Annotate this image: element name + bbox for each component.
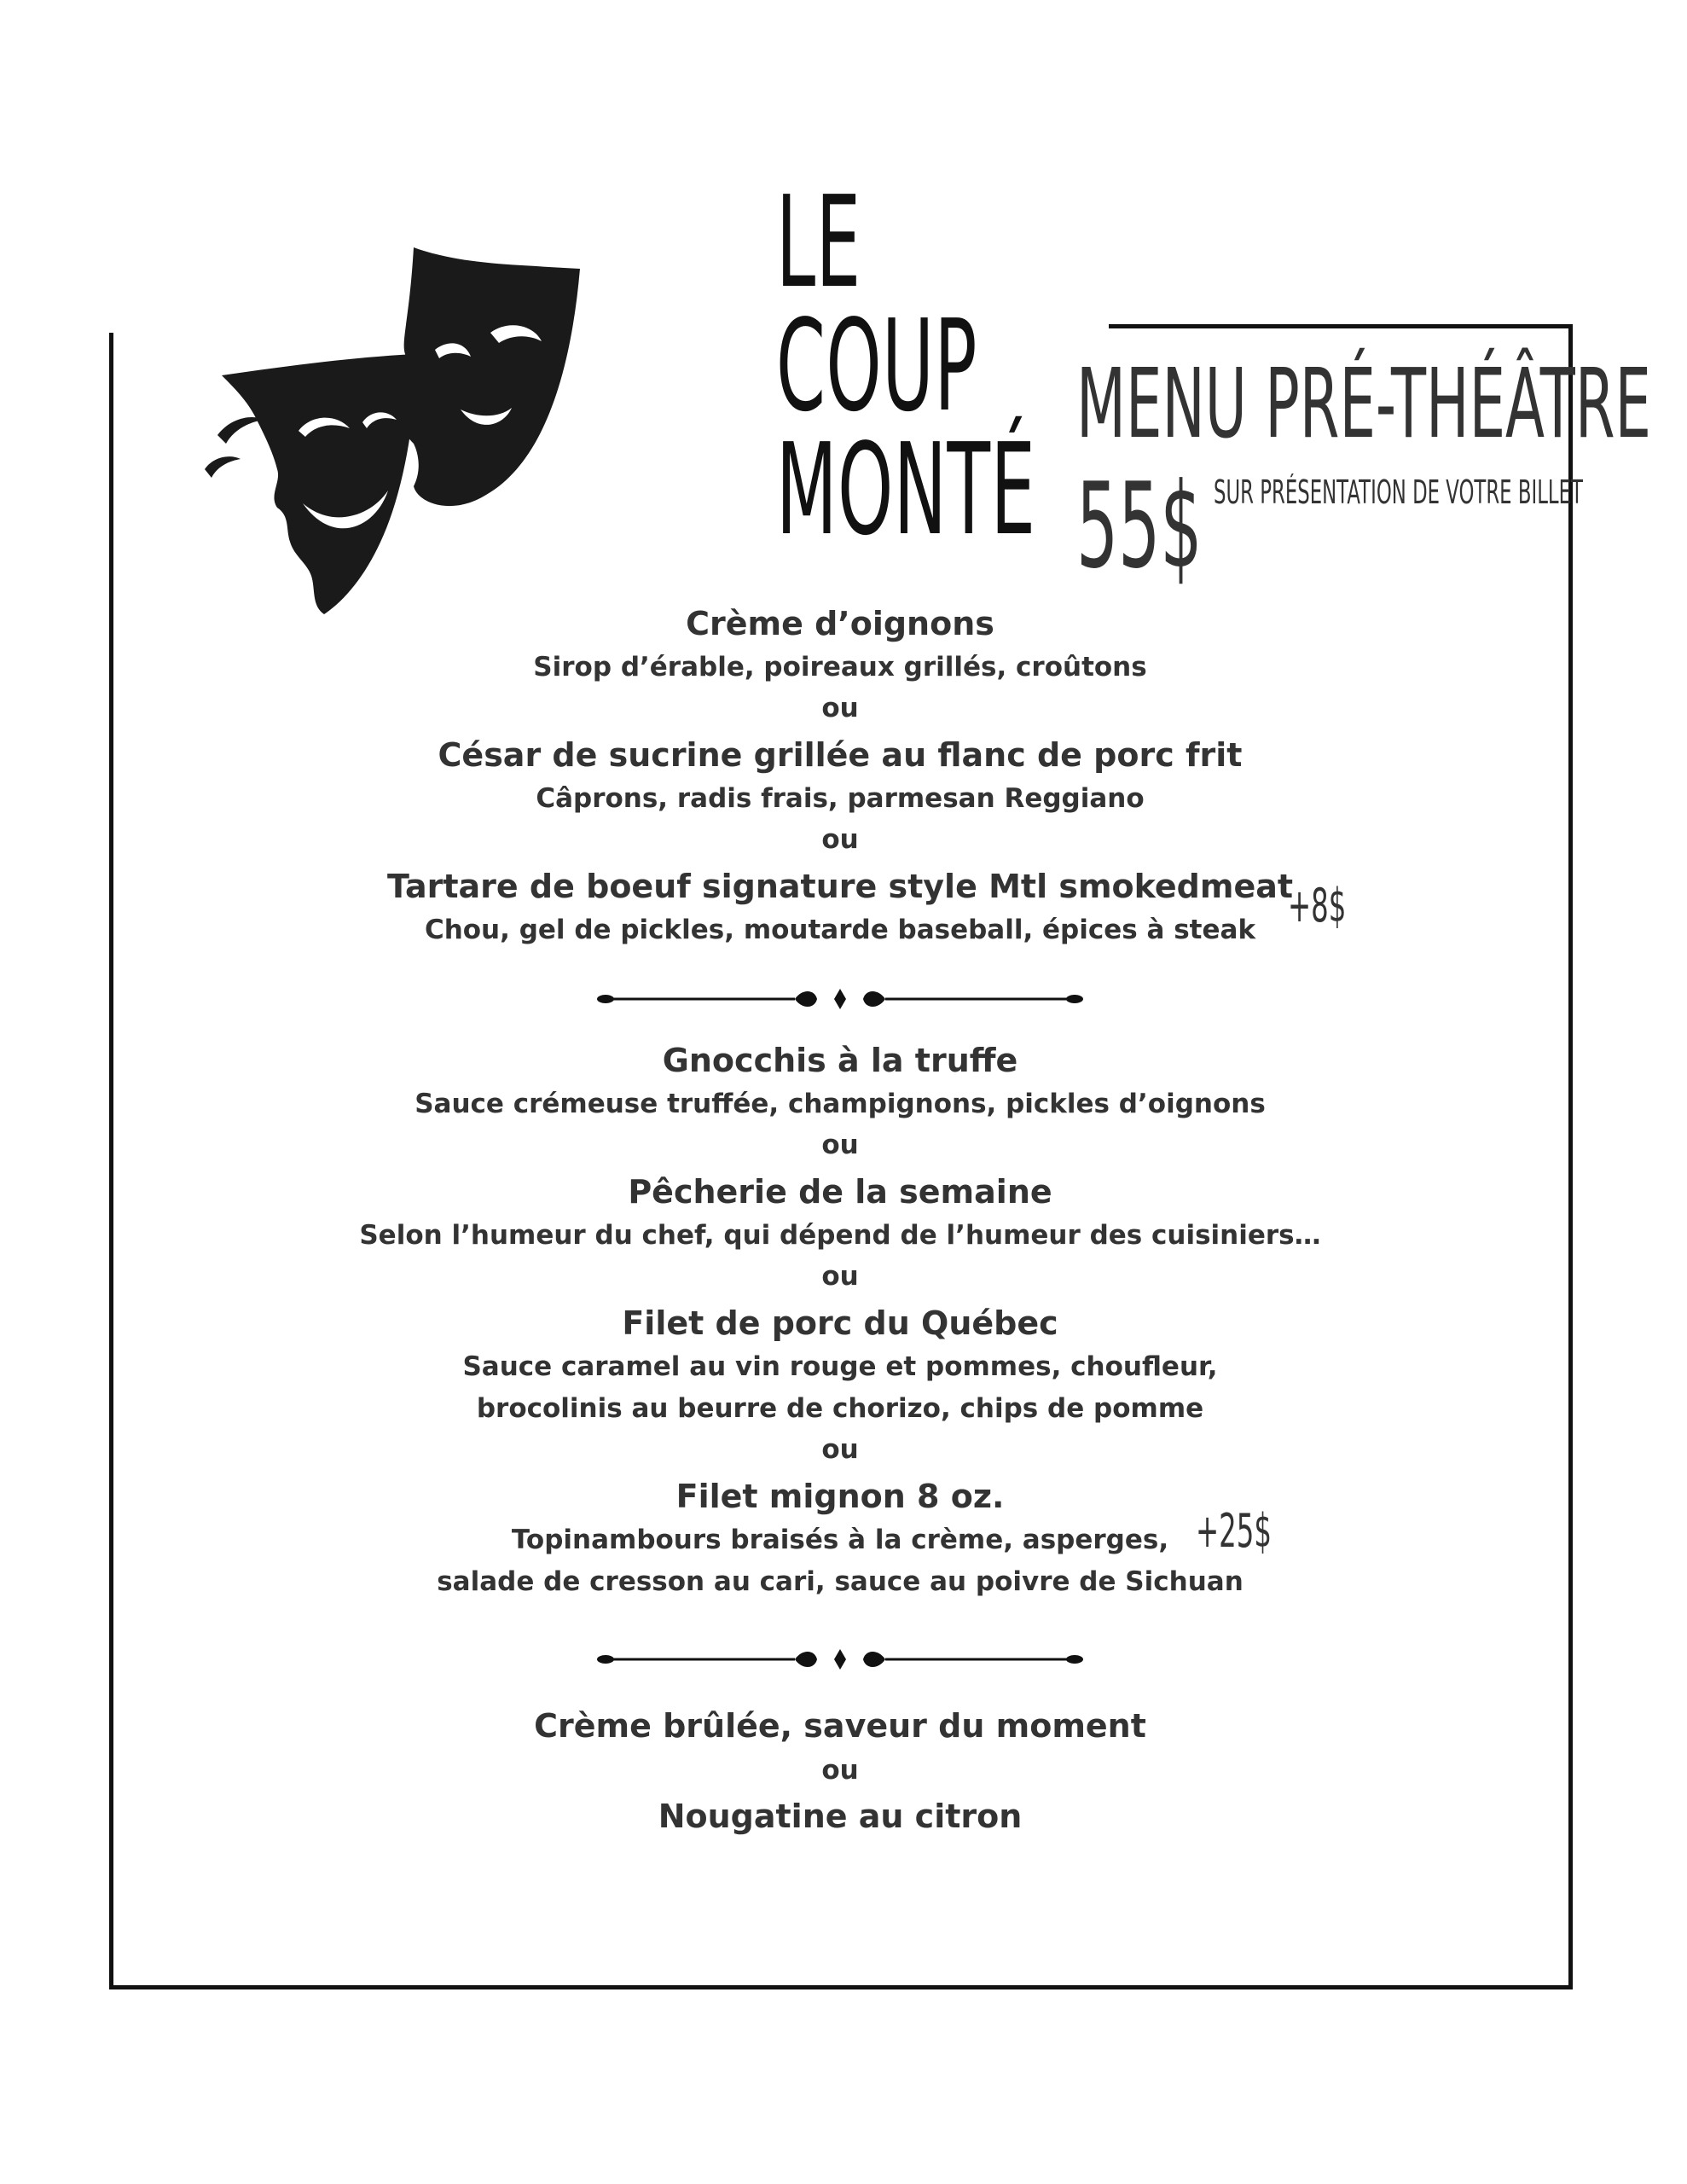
plat-4-description-line-1: Topinambours braisés à la crème, asperges, bbox=[511, 1525, 1169, 1555]
entree-3-name: Tartare de boeuf signature style Mtl smokedmeat bbox=[386, 868, 1294, 905]
separator-ou: ou bbox=[821, 1755, 859, 1786]
entree-2-description: Câprons, radis frais, parmesan Reggiano bbox=[536, 783, 1145, 814]
plat-4-description-line-2: salade de cresson au cari, sauce au poivre de Sichuan bbox=[437, 1566, 1244, 1597]
plat-1-name: Gnocchis à la truffe bbox=[662, 1042, 1018, 1079]
frame-right-line bbox=[1568, 324, 1573, 1989]
plat-1-description: Sauce crémeuse truffée, champignons, pickles d’oignons bbox=[415, 1089, 1266, 1119]
separator-ou: ou bbox=[821, 1261, 859, 1292]
frame-top-line bbox=[1109, 324, 1573, 328]
plat-3-description-line-2: brocolinis au beurre de chorizo, chips de pomme bbox=[476, 1393, 1204, 1424]
ornamental-divider-icon bbox=[597, 986, 1083, 1012]
ornamental-divider-icon bbox=[597, 1647, 1083, 1672]
separator-ou: ou bbox=[821, 1130, 859, 1160]
brand-line-3: MONTÉ bbox=[776, 416, 1036, 564]
plat-2-name: Pêcherie de la semaine bbox=[628, 1173, 1052, 1211]
entree-3-description: Chou, gel de pickles, moutarde baseball, épices à steak bbox=[424, 915, 1256, 945]
dessert-1-name: Crème brûlée, saveur du moment bbox=[534, 1707, 1146, 1745]
plat-2-description: Selon l’humeur du chef, qui dépend de l’humeur des cuisiniers… bbox=[359, 1220, 1321, 1251]
separator-ou: ou bbox=[821, 1434, 859, 1465]
dessert-2-name: Nougatine au citron bbox=[658, 1798, 1023, 1835]
menu-title: MENU PRÉ-THÉÂTRE bbox=[1076, 349, 1652, 460]
theater-masks-icon bbox=[205, 239, 597, 623]
brand-line-2: COUP bbox=[776, 293, 977, 440]
entree-1-name: Crème d’oignons bbox=[686, 605, 994, 642]
frame-bottom-line bbox=[109, 1985, 1573, 1989]
entree-2-name: César de sucrine grillée au flanc de porc frit bbox=[438, 736, 1243, 774]
entree-1-description: Sirop d’érable, poireaux grillés, croûtons bbox=[533, 652, 1147, 682]
plat-4-supplement: +25$ bbox=[1196, 1504, 1272, 1558]
brand-line-1: LE bbox=[776, 169, 861, 316]
restaurant-name bbox=[776, 169, 1036, 564]
entree-3-supplement: +8$ bbox=[1288, 879, 1347, 932]
plat-4-name: Filet mignon 8 oz. bbox=[675, 1478, 1005, 1515]
separator-ou: ou bbox=[821, 824, 859, 855]
separator-ou: ou bbox=[821, 693, 859, 723]
plat-3-name: Filet de porc du Québec bbox=[622, 1304, 1058, 1342]
menu-price: 55$ bbox=[1076, 457, 1203, 595]
plat-3-description-line-1: Sauce caramel au vin rouge et pommes, choufleur, bbox=[462, 1351, 1218, 1382]
price-note: SUR PRÉSENTATION DE VOTRE BILLET bbox=[1214, 473, 1583, 511]
frame-left-line bbox=[109, 333, 113, 1989]
